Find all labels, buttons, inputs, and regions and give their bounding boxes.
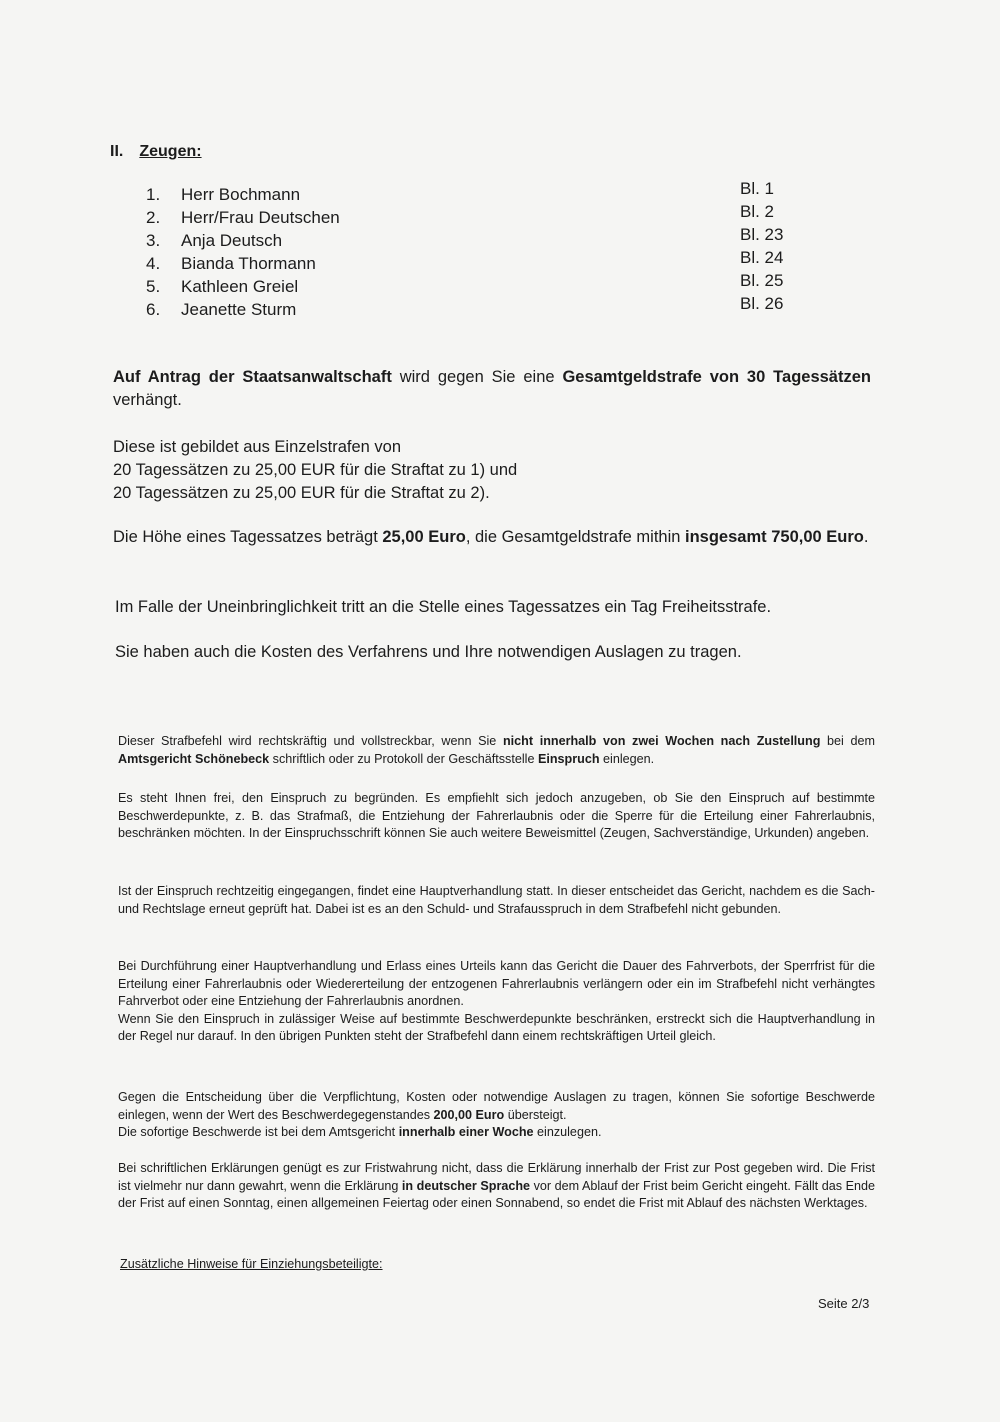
legal-deadline: nicht innerhalb von zwei Wochen nach Zustellung [502,734,821,748]
complaint-deadline: innerhalb einer Woche [398,1125,534,1140]
legal-notice-deadline [118,1160,875,1213]
penalty-text: wird gegen Sie eine [391,368,563,386]
witness-page-ref: Bl. 24 [740,248,784,267]
section-number: II. [110,143,124,160]
witness-name: Jeanette Sturm [181,300,297,319]
penalty-text-end: verhängt. [113,391,182,409]
witness-page-ref: Bl. 1 [740,179,775,198]
legal-text: Bei Durchführung einer Hauptverhandlung und Erlass eines Urteils kann das Gericht die Dauer des Fahrverbots, der Sperrfrist für die Erteilung einer Fahrerlaubnis oder Wiedererteilung der entzogenen Fahrerlaubnis verlängern oder ein im Strafbefehl nicht verhängtes Fahrverbot oder eine Entziehung der Fahrerlaubnis anordnen. [118,959,875,1009]
language-requirement: in deutscher Sprache [401,1178,531,1193]
legal-text: Bei schriftlichen Erklärungen genügt es zur Fristwahrung nicht, dass die Erklärung innerhalb der Frist zur Post gegeben wird. Die Frist ist vielmehr nur dann gewahrt, wenn die Erklärung [118,1161,875,1193]
witness-number: 3. [146,231,161,250]
daily-rate-paragraph [113,526,871,549]
legal-text: bei dem [820,734,875,748]
page-number: Seite 2/3 [818,1296,870,1311]
court-name: Amtsgericht Schönebeck [118,751,270,766]
legal-notice-justification: Es steht Ihnen frei, den Einspruch zu begründen. Es empfiehlt sich jedoch anzugeben, ob Sie den Einspruch auf bestimmte Beschwerdepunkte, z. B. das Strafmaß, die Entziehung der Fahrerlaubnis oder die Sperre für die Erteilung einer Fahrerlaubnis, beschränken möchten. In der Einspruchsschrift können Sie auch weitere Beweismittel (Zeugen, Sachverständige, Urkunden) angeben. [118,791,875,841]
witness-number: 2. [146,208,161,227]
legal-text: Die sofortige Beschwerde ist bei dem Amtsgericht [118,1125,399,1140]
legal-text: Gegen die Entscheidung über die Verpflichtung, Kosten oder notwendige Auslagen zu tragen, können Sie sofortige Beschwerde einlegen, wenn der Wert des Beschwerdegegenstandes [118,1090,875,1122]
legal-text: übersteigt. [504,1107,567,1122]
legal-text: Dieser Strafbefehl wird rechtskräftig und vollstreckbar, wenn Sie [118,734,503,748]
witness-list [146,179,846,323]
legal-text: einlegen. [599,751,655,766]
section-heading [110,143,202,161]
composition-paragraph [113,436,871,505]
witness-name: Herr Bochmann [181,185,301,204]
penalty-paragraph [113,366,871,412]
legal-notice-driving-ban [118,958,875,1046]
legal-text: Wenn Sie den Einspruch in zulässiger Weise auf bestimmte Beschwerdepunkte beschränken, erstreckt sich die Hauptverhandlung in der Regel nur darauf. In den übrigen Punkten steht der Strafbefehl dann einem rechtskräftigen Urteil gleich. [118,1011,875,1044]
witness-number: 6. [146,300,161,319]
witness-name: Bianda Thormann [181,254,316,273]
additional-notes-heading: Zusätzliche Hinweise für Einziehungsbeteiligte: [120,1257,383,1271]
composition-line: Diese ist gebildet aus Einzelstrafen von [113,438,401,456]
legal-objection: Einspruch [537,751,600,766]
legal-text: vor dem Ablauf der Frist beim Gericht eingeht. Fällt das Ende der Frist auf einen Sonntag, einen allgemeinen Feiertag oder einen Sonnabend, so endet die Frist mit Ablauf des nächsten Werktages. [118,1178,875,1211]
witness-number: 5. [146,277,161,296]
complaint-threshold: 200,00 Euro [433,1107,505,1122]
penalty-amount: Gesamtgeldstrafe von 30 Tagessätzen [562,368,871,386]
composition-line: 20 Tagessätzen zu 25,00 EUR für die Straftat zu 2). [113,484,490,502]
penalty-applicant: Auf Antrag der Staatsanwaltschaft [113,368,392,386]
witness-page-ref: Bl. 23 [740,225,784,244]
witness-page-ref: Bl. 26 [740,294,784,313]
total-amount: insgesamt 750,00 Euro [685,528,864,546]
legal-notice-hearing: Ist der Einspruch rechtzeitig eingegangen, findet eine Hauptverhandlung statt. In dieser entscheidet das Gericht, nachdem es die Sach- und Rechtslage erneut geprüft hat. Dabei ist es an den Schuld- und Strafausspruch in dem Strafbefehl nicht gebunden. [118,884,875,916]
list-item [146,294,846,323]
legal-text: einzulegen. [533,1125,602,1140]
daily-rate-text: , die Gesamtgeldstrafe mithin [465,528,686,546]
witness-number: 4. [146,254,161,273]
daily-rate-amount: 25,00 Euro [382,528,466,546]
witness-page-ref: Bl. 2 [740,202,775,221]
legal-text: schriftlich oder zu Protokoll der Geschäftsstelle [269,751,538,766]
legal-notice-objection [118,733,875,768]
witness-name: Herr/Frau Deutschen [181,208,340,227]
witness-page-ref: Bl. 25 [740,271,784,290]
witness-name: Anja Deutsch [181,231,283,250]
composition-line: 20 Tagessätzen zu 25,00 EUR für die Straftat zu 1) und [113,461,518,479]
daily-rate-text: Die Höhe eines Tagessatzes beträgt [113,528,383,546]
witness-name: Kathleen Greiel [181,277,299,296]
witness-number: 1. [146,185,161,204]
daily-rate-text: . [863,528,869,546]
legal-notice-complaint [118,1089,875,1142]
costs-text: Sie haben auch die Kosten des Verfahrens und Ihre notwendigen Auslagen zu tragen. [115,643,742,661]
section-title: Zeugen: [139,143,202,160]
substitute-imprisonment-text: Im Falle der Uneinbringlichkeit tritt an die Stelle eines Tagessatzes ein Tag Freiheitsstrafe. [115,598,772,616]
